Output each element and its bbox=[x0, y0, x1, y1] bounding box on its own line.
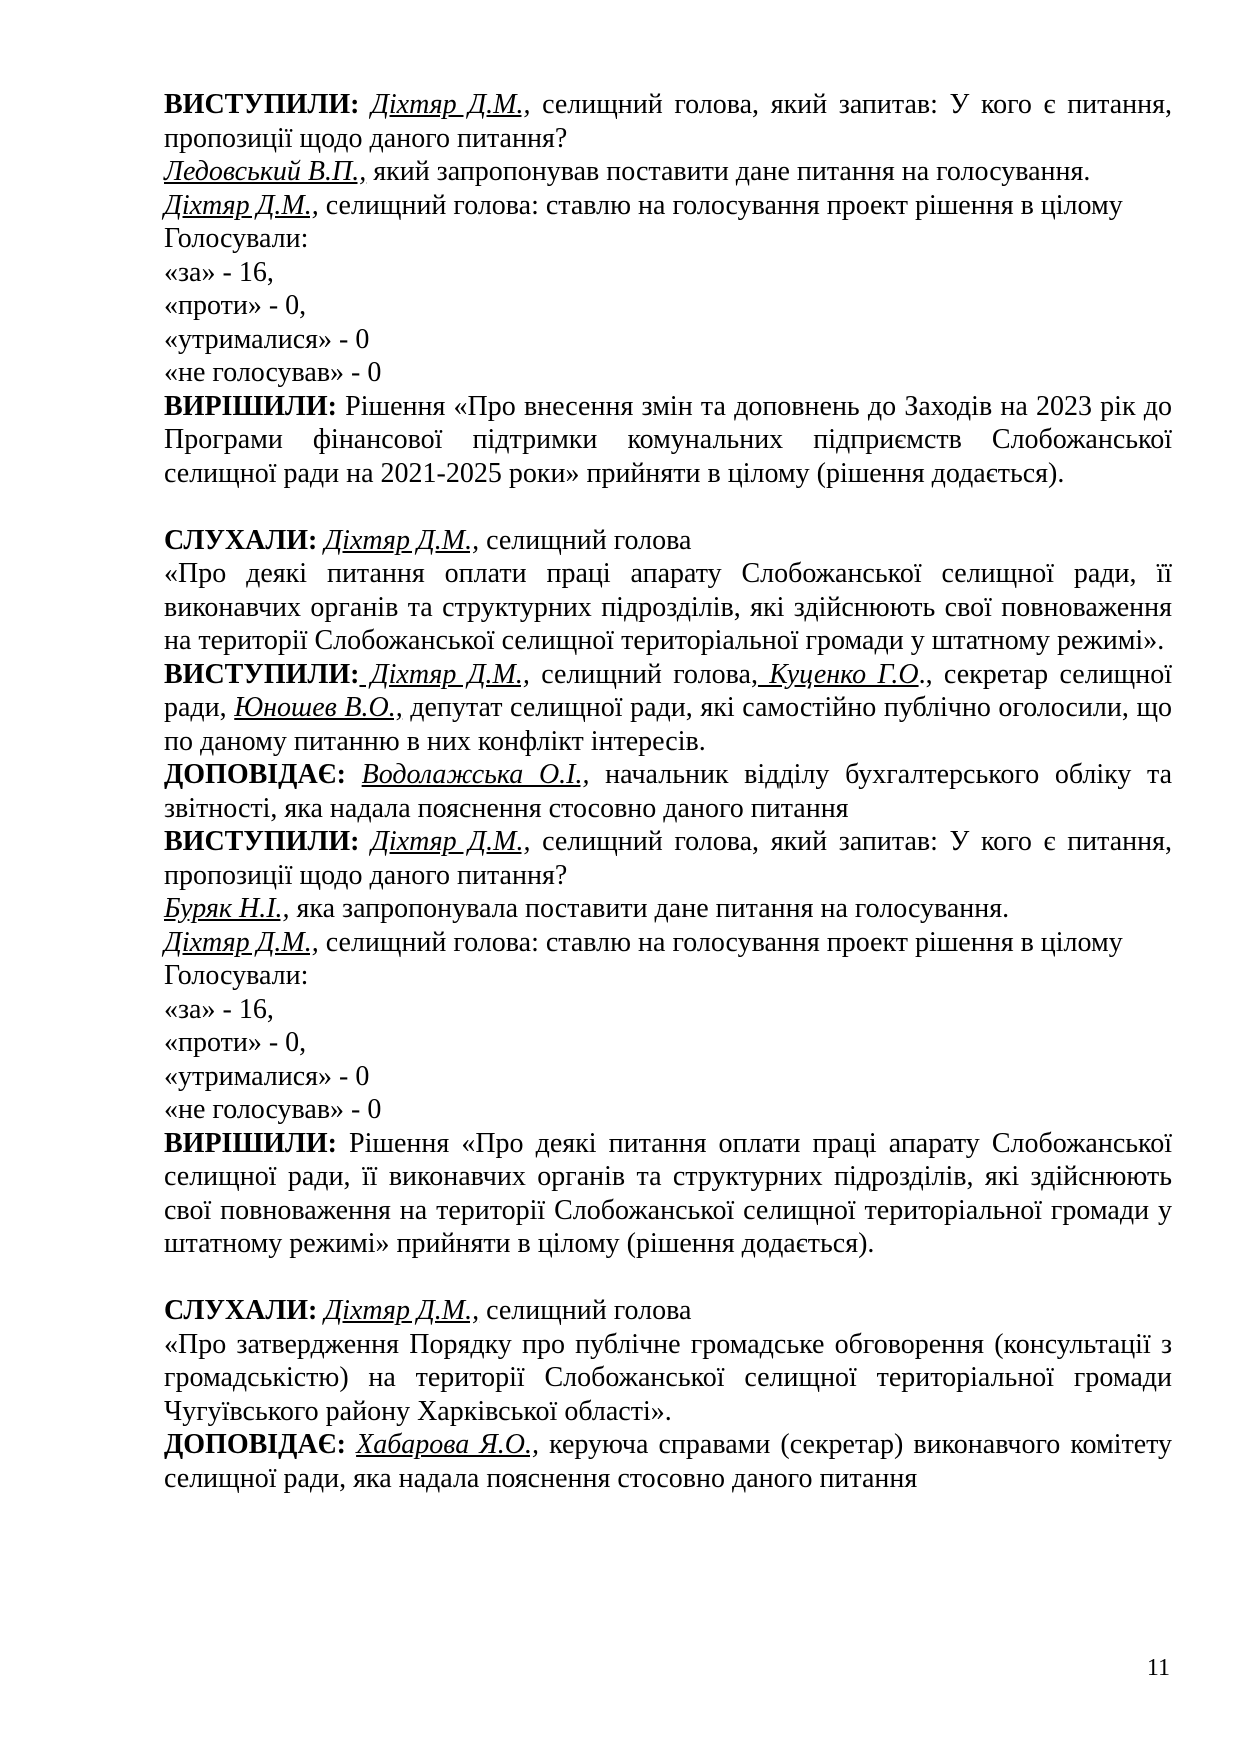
voting-title: Голосували: bbox=[164, 960, 309, 991]
heard-paragraph bbox=[164, 1294, 1172, 1328]
proposer-name: Буряк Н.І., bbox=[164, 893, 290, 924]
section-label: СЛУХАЛИ: bbox=[164, 1295, 318, 1326]
vote-not-voted: «не голосував» - 0 bbox=[164, 1094, 382, 1125]
reporter-name: Водолажська О.І., bbox=[361, 759, 590, 790]
decision-text: Рішення «Про внесення змін та доповнень до Заходів на 2023 рік до Програми фінансової підтримки комунальних підприємств Слобожанської селищної ради на 2021-2025 роки» прийняти в цілому (рішення додається). bbox=[164, 390, 1173, 489]
put-to-vote-paragraph bbox=[164, 926, 1172, 960]
reporter-name: Хабарова Я.О., bbox=[356, 1429, 539, 1460]
topic-paragraph: «Про деякі питання оплати праці апарату Слобожанської селищної ради, її виконавчих органів та структурних підрозділів, які здійснюють свої повноваження на території Слобожанської селищної територіальної громади у штатному режимі». bbox=[164, 558, 1172, 656]
section-label: СЛУХАЛИ: bbox=[164, 524, 318, 556]
agenda-block-2 bbox=[164, 524, 1172, 1261]
speakers-paragraph bbox=[164, 825, 1172, 892]
speaker-name: Діхтяр Д.М., bbox=[324, 524, 480, 556]
report-paragraph bbox=[164, 758, 1172, 825]
section-label: ВИСТУПИЛИ: bbox=[164, 826, 360, 857]
speaker-name: Діхтяр Д.М., bbox=[371, 826, 531, 857]
paragraph-gap bbox=[164, 1261, 1172, 1295]
vote-for: «за» - 16, bbox=[164, 993, 274, 1025]
section-label: ДОПОВІДАЄ: bbox=[164, 1429, 346, 1460]
proposal-text: який запропонував поставити дане питання на голосування. bbox=[373, 156, 1091, 187]
section-label: ВИСТУПИЛИ: bbox=[164, 89, 360, 120]
speaker-text: селищний голова, який запитав: У кого є питання, пропозиції щодо даного питання? bbox=[164, 826, 1173, 891]
proposal-paragraph bbox=[164, 155, 1172, 189]
put-to-vote-paragraph bbox=[164, 189, 1172, 223]
page-number: 11 bbox=[1146, 1655, 1170, 1681]
speaker-name: Діхтяр Д.М., bbox=[371, 89, 531, 120]
put-to-vote-text: селищний голова: ставлю на голосування проект рішення в цілому bbox=[325, 189, 1123, 221]
section-label: ВИРІШИЛИ: bbox=[164, 1127, 337, 1159]
speaker-text: селищний голова, bbox=[541, 658, 758, 690]
speaker-name: Куценко Г.О bbox=[757, 658, 919, 690]
agenda-block-1 bbox=[164, 88, 1172, 490]
decision-text: Рішення «Про деякі питання оплати праці апарату Слобожанської селищної ради, її виконавчих органів та структурних підрозділів, які здійснюють свої повноваження на території Слобожанської селищної територіальної громади у штатному режимі» прийняти в цілому (рішення додається). bbox=[164, 1127, 1172, 1259]
proposal-paragraph bbox=[164, 892, 1172, 926]
speaker-role: селищний голова bbox=[486, 1295, 692, 1326]
vote-against: «проти» - 0, bbox=[164, 1027, 307, 1058]
report-text: начальник відділу бухгалтерського обліку та звітності, яка надала пояснення стосовно даного питання bbox=[164, 759, 1173, 824]
paragraph-gap bbox=[164, 490, 1172, 524]
proposer-name: Ледовський В.П., bbox=[164, 156, 367, 187]
speaker-role: селищний голова bbox=[486, 524, 692, 556]
conflict-paragraph bbox=[164, 658, 1172, 759]
vote-abstained: «утрималися» - 0 bbox=[164, 323, 370, 355]
vote-abstained: «утрималися» - 0 bbox=[164, 1060, 370, 1092]
section-label: ВИРІШИЛИ: bbox=[164, 390, 337, 422]
chair-name: Діхтяр Д.М., bbox=[164, 926, 319, 958]
section-label: ВИСТУПИЛИ: bbox=[164, 658, 360, 690]
proposal-text: яка запропонувала поставити дане питання на голосування. bbox=[296, 893, 1010, 924]
chair-name: Діхтяр Д.М., bbox=[164, 189, 319, 221]
decision-paragraph bbox=[164, 1127, 1172, 1261]
protocol-text bbox=[164, 88, 1172, 1495]
report-text: керуюча справами (секретар) виконавчого комітету селищної ради, яка надала пояснення стосовно даного питання bbox=[164, 1429, 1173, 1494]
put-to-vote-text: селищний голова: ставлю на голосування проект рішення в цілому bbox=[325, 926, 1123, 958]
vote-for: «за» - 16, bbox=[164, 256, 274, 288]
heard-paragraph bbox=[164, 524, 1172, 558]
voting-title: Голосували: bbox=[164, 223, 309, 254]
section-label: ДОПОВІДАЄ: bbox=[164, 759, 346, 790]
speaker-text: селищний голова, який запитав: У кого є питання, пропозиції щодо даного питання? bbox=[164, 89, 1173, 154]
agenda-block-3 bbox=[164, 1294, 1172, 1495]
speaker-text: депутат селищної ради, які самостійно публічно оголосили, що по даному питанню в них конфлікт інтересів. bbox=[164, 692, 1173, 757]
topic-paragraph: «Про затвердження Порядку про публічне громадське обговорення (консультації з громадськістю) на території Слобожанської селищної територіальної громади Чугуївського району Харківської області». bbox=[164, 1328, 1172, 1427]
vote-not-voted: «не голосував» - 0 bbox=[164, 357, 382, 388]
speaker-name: Діхтяр Д.М., bbox=[359, 658, 530, 690]
speaker-name: Юношев В.О., bbox=[234, 692, 403, 723]
report-paragraph bbox=[164, 1428, 1172, 1495]
speaker-text: ., секретар селищної ради, bbox=[164, 658, 1172, 723]
speaker-name: Діхтяр Д.М., bbox=[324, 1295, 480, 1326]
decision-paragraph bbox=[164, 390, 1172, 491]
speakers-paragraph bbox=[164, 88, 1172, 155]
vote-against: «проти» - 0, bbox=[164, 290, 307, 321]
